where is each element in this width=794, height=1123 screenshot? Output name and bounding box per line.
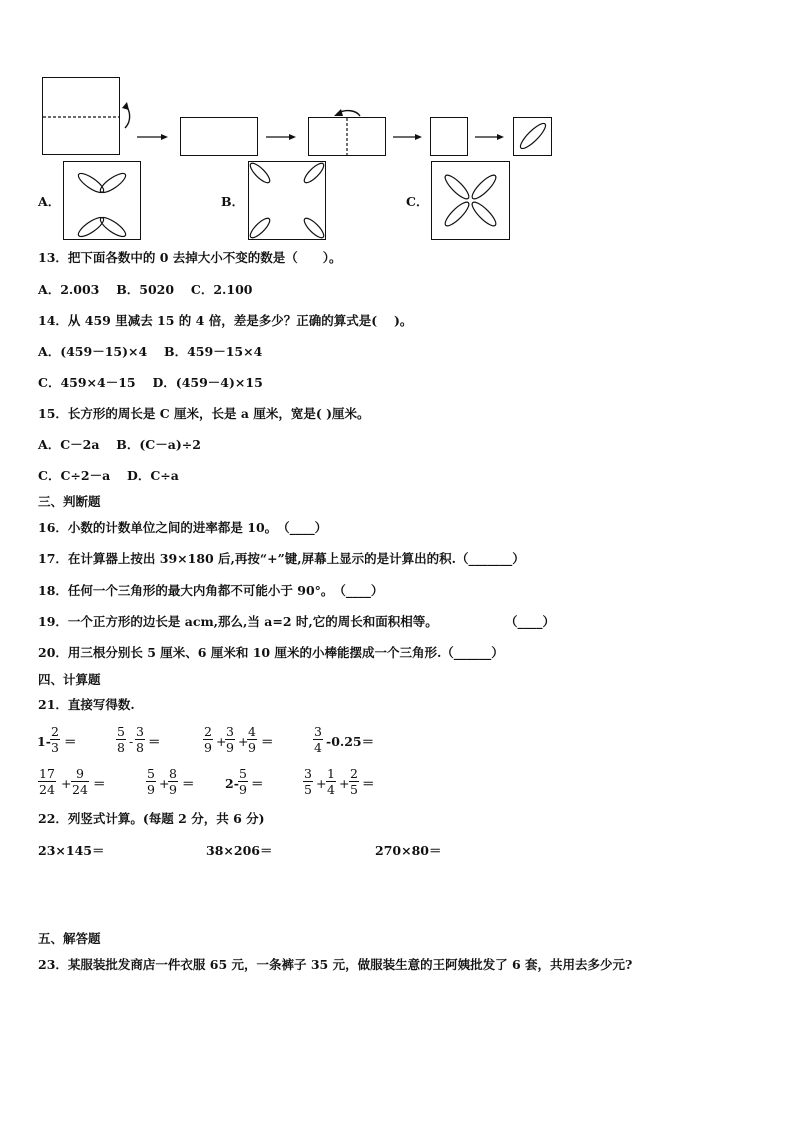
- option-a-label: A．: [38, 194, 61, 209]
- expression-equals: ＝: [261, 734, 274, 749]
- petal-shape: [302, 216, 327, 241]
- question-20: 20．用三根分别长 5 厘米、6 厘米和 10 厘米的小棒能摆成一个三角形.（______）: [38, 645, 504, 660]
- question-23: 23．某服装批发商店一件衣服 65 元，一条裤子 35 元，做服装生意的王阿姨批发了 6 套，共用去多少元?: [38, 957, 633, 972]
- plus-sign: +: [316, 776, 327, 791]
- question-16: 16．小数的计数单位之间的进率都是 10。 （____）: [38, 520, 328, 535]
- expression-equals: ＝: [251, 776, 264, 791]
- fraction: $\frac{3}{5}$: [304, 766, 312, 797]
- fraction: $\frac{17}{24}$: [39, 766, 55, 797]
- vertical-calc-item: 270×80＝: [375, 843, 442, 858]
- question-22: 22．列竖式计算。(每题 2 分，共 6 分): [38, 811, 265, 826]
- section-3-title: 三、判断题: [38, 494, 101, 509]
- option-b-label: B．: [221, 194, 245, 209]
- fraction: $\frac{3}{9}$: [226, 724, 234, 755]
- fraction: $\frac{9}{24}$: [72, 766, 88, 797]
- question-21: 21．直接写得数.: [38, 697, 135, 712]
- expression-prefix: 2-: [225, 776, 239, 791]
- expression-prefix: 1-: [37, 734, 51, 749]
- vertical-calc-item: 38×206＝: [206, 843, 273, 858]
- question-15: 15．长方形的周长是 C 厘米，长是 a 厘米，宽是( )厘米。: [38, 406, 370, 421]
- question-13-options: A．2.003 B．5020 C．2.100: [38, 282, 253, 297]
- fraction: $\frac{3}{4}$: [314, 724, 322, 755]
- plus-sign: +: [159, 776, 170, 791]
- section-5-title: 五、解答题: [38, 931, 101, 946]
- petal-shape: [442, 199, 472, 229]
- question-15-options-1: A．C－2a B．(C－a)÷2: [38, 437, 201, 452]
- minus-sign: -: [129, 734, 134, 749]
- fraction: $\frac{8}{9}$: [169, 766, 177, 797]
- expression-rest: -0.25＝: [326, 734, 375, 749]
- fraction: $\frac{2}{3}$: [51, 724, 59, 755]
- vertical-calc-item: 23×145＝: [38, 843, 105, 858]
- petal-shape: [248, 161, 273, 186]
- question-14-options-1: A．(459－15)×4 B．459－15×4: [38, 344, 263, 359]
- fraction: $\frac{3}{8}$: [136, 724, 144, 755]
- expression-equals: ＝: [182, 776, 195, 791]
- question-18: 18．任何一个三角形的最大内角都不可能小于 90°。 （____）: [38, 583, 384, 598]
- question-14: 14．从 459 里减去 15 的 4 倍，差是多少？正确的算式是( )。: [38, 313, 413, 328]
- fraction: $\frac{4}{9}$: [248, 724, 256, 755]
- section-4-title: 四、计算题: [38, 672, 101, 687]
- petal-shape: [248, 216, 273, 241]
- fraction: $\frac{2}{9}$: [204, 724, 212, 755]
- petal-shape: [302, 161, 327, 186]
- fraction: $\frac{5}{8}$: [117, 724, 125, 755]
- option-c-label: C．: [406, 194, 429, 209]
- question-14-options-2: C．459×4－15 D．(459－4)×15: [38, 375, 263, 390]
- fraction: $\frac{5}{9}$: [147, 766, 155, 797]
- fraction: $\frac{1}{4}$: [327, 766, 335, 797]
- question-13: 13．把下面各数中的 0 去掉大小不变的数是（ ）。: [38, 250, 342, 265]
- plus-sign: +: [61, 776, 72, 791]
- petal-shape: [442, 172, 472, 202]
- petal-shape: [469, 199, 499, 229]
- plus-sign: +: [216, 734, 227, 749]
- plus-sign: +: [238, 734, 249, 749]
- fraction: $\frac{5}{9}$: [239, 766, 247, 797]
- petal-shape: [469, 172, 499, 202]
- question-19: 19．一个正方形的边长是 acm,那么,当 a=2 时,它的周长和面积相等。: [38, 614, 438, 629]
- question-15-options-2: C．C÷2－a D．C÷a: [38, 468, 179, 483]
- plus-sign: +: [339, 776, 350, 791]
- option-petals: [0, 0, 794, 260]
- expression-equals: ＝: [93, 776, 106, 791]
- question-17: 17．在计算器上按出 39×180 后,再按“+”键,屏幕上显示的是计算出的积.（_______）: [38, 551, 525, 566]
- fraction: $\frac{2}{5}$: [350, 766, 358, 797]
- expression-equals: ＝: [64, 734, 77, 749]
- expression-equals: ＝: [148, 734, 161, 749]
- expression-equals: ＝: [362, 776, 375, 791]
- question-19-blank: （____）: [505, 614, 556, 629]
